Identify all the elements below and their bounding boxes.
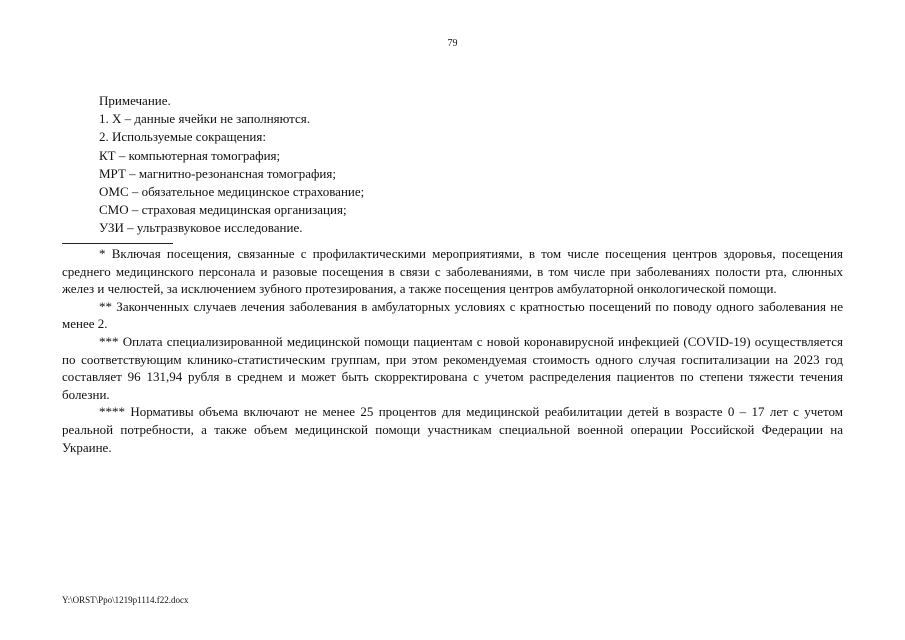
note-item: МРТ – магнитно-резонансная томография; [99,165,336,181]
footnote-3: *** Оплата специализированной медицинской помощи пациентам с новой коронавирусной инфекцией (COVID-19) осуществляется по соответствующим клинико-статистическим группам, при этом рекомендуемая стоимость одного случая госпитализации на 2023 год составляет 96 131,94 рубля в среднем и может быть скорректирована с учетом распределения пациентов по степени тяжести течения болезни. [62,333,843,402]
note-item: 1. Х – данные ячейки не заполняются. [99,111,311,127]
footnote-separator [62,243,173,244]
note-item: ОМС – обязательное медицинское страхование; [99,184,365,200]
footnote-1: * Включая посещения, связанные с профилактическими мероприятиями, в том числе посещения центров здоровья, посещения среднего медицинского персонала и разовые посещения в связи с заболеваниями, в том числе при заболеваниях полости рта, слюнных желез и челюстей, за исключением зубного протезирования, а также посещения центров амбулаторной онкологической помощи. [62,246,843,297]
footer-file-path: Y:\ORST\Ppo\1219p1114.f22.docx [62,595,189,605]
footnote-2: ** Законченных случаев лечения заболевания в амбулаторных условиях с кратностью посещений по поводу одного заболевания не менее 2. [62,298,843,332]
note-item: КТ – компьютерная томография; [99,147,281,163]
notes-title: Примечание. [99,93,171,108]
note-item: 2. Используемые сокращения: [99,129,266,145]
notes-section [99,92,364,238]
footnote-4: **** Нормативы объема включают не менее 25 процентов для медицинской реабилитации детей в возрасте 0 – 17 лет с учетом реальной потребности, а также объем медицинской помощи участникам специальной военной операции Российской Федерации на Украине. [62,404,843,455]
page-number: 79 [447,38,458,49]
footnotes-section [62,245,843,456]
note-item: УЗИ – ультразвуковое исследование. [99,220,303,236]
note-item: СМО – страховая медицинская организация; [99,202,347,218]
